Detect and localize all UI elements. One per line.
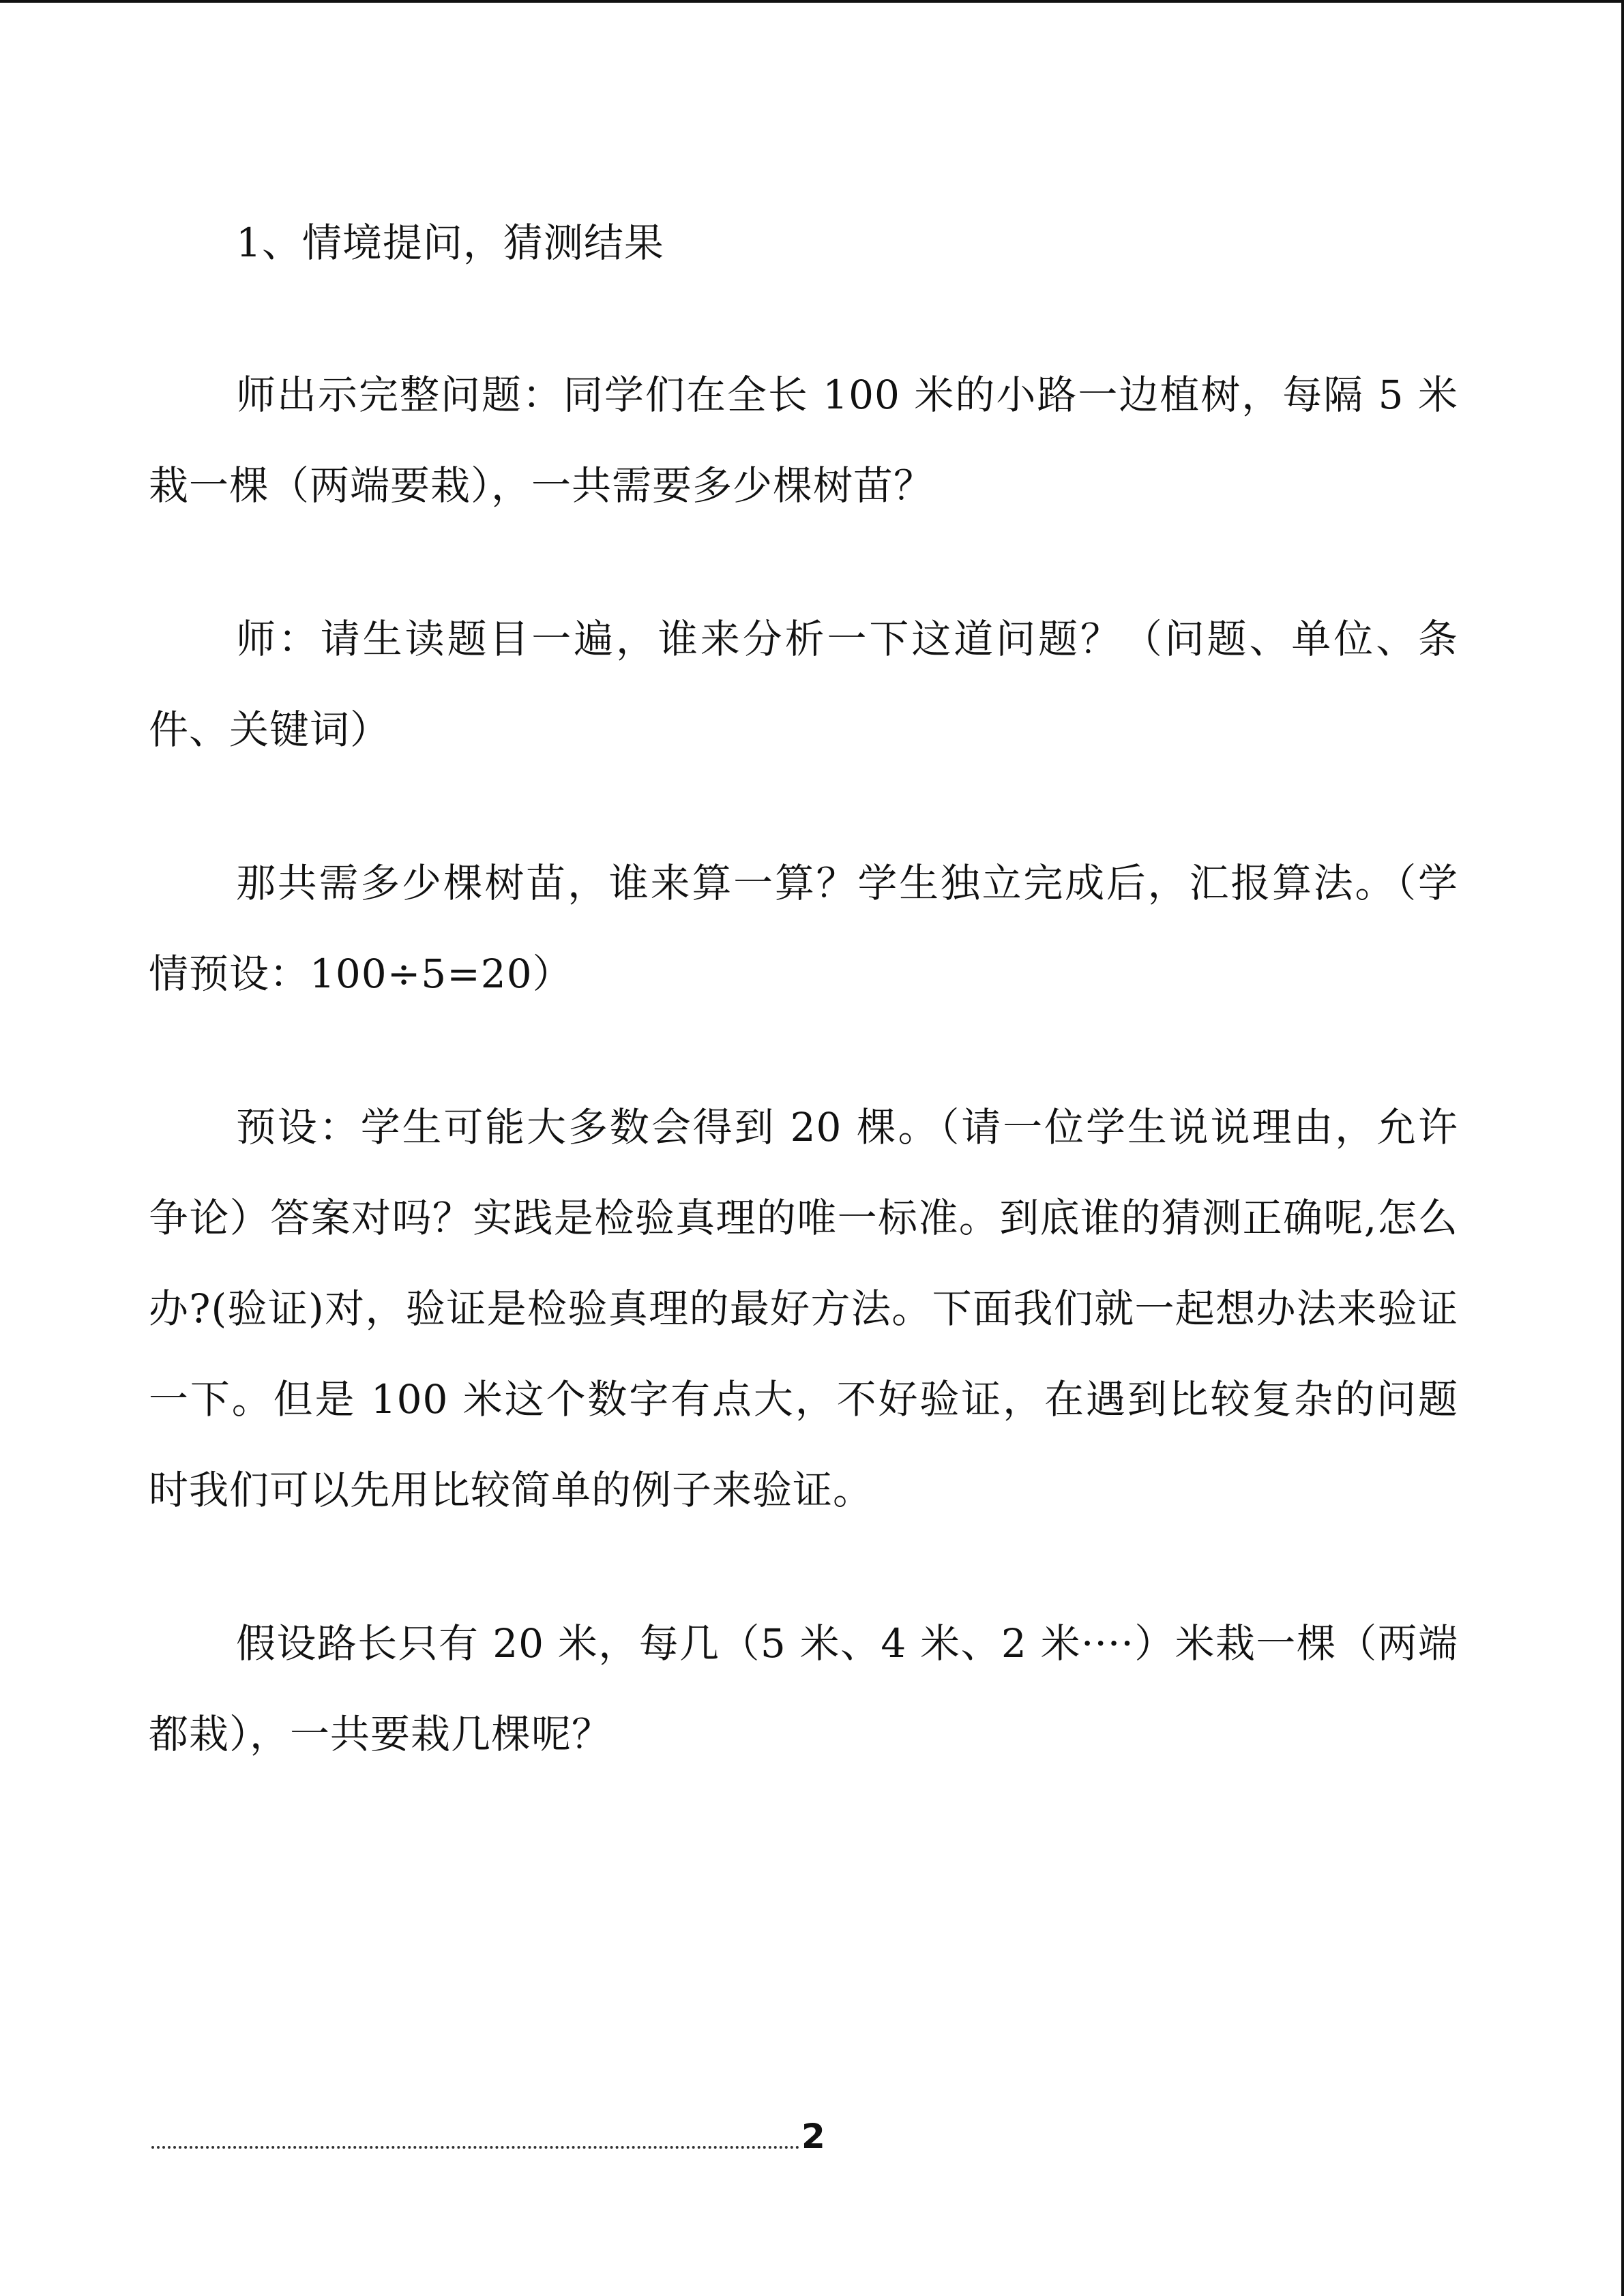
paragraph-hypothesis: 假设路长只有 20 米，每几（5 米、4 米、2 米····）米栽一棵（两端都栽），一共要栽几棵呢？ <box>149 1620 1458 1757</box>
paragraph-calculation: 那共需多少棵树苗，谁来算一算？学生独立完成后，汇报算法。（学情预设：100÷5=20） <box>149 860 1458 997</box>
paragraph-prediction: 预设：学生可能大多数会得到 20 棵。（请一位学生说说理由，允许争论）答案对吗？实践是检验真理的唯一标准。到底谁的猜测正确呢,怎么办?(验证)对，验证是检验真理的最好方法。下面我们就一起想办法来验证一下。但是 100 米这个数字有点大，不好验证，在遇到比较复杂的问题时我们可以先用比较简单的例子来验证。 <box>149 1104 1458 1513</box>
paragraph-analysis: 师：请生读题目一遍，谁来分析一下这道问题？（问题、单位、条件、关键词） <box>149 616 1458 753</box>
document-body <box>149 198 1458 1843</box>
footer-dotted-leader <box>151 2146 799 2149</box>
right-border-line <box>1621 0 1624 2296</box>
top-border-line <box>0 0 1624 3</box>
paragraph-problem: 师出示完整问题：同学们在全长 100 米的小路一边植树，每隔 5 米栽一棵（两端要栽），一共需要多少棵树苗？ <box>149 372 1458 509</box>
page-footer <box>151 2116 833 2157</box>
section-heading: 1、情境提问，猜测结果 <box>236 220 664 266</box>
page-number: 2 <box>801 2117 825 2156</box>
